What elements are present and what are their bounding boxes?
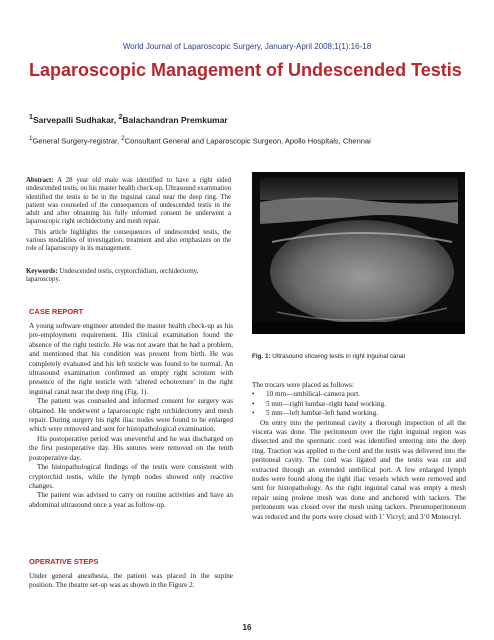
abstract-text: A 28 year old male was identified to have a right sided undescended testis, on his master health check-up. Ultrasound examination identified the testis to be in the inguinal canal near the deep ring. The patient was counseled of the consequences of undescended testis in the adult and after obtaining his fully informed consent he underwent a laparoscopic right orchidectomy and mesh repair. bbox=[26, 177, 231, 226]
journal-header: World Journal of Laparoscopic Surgery, January-April 2008;1(1):16-18 bbox=[122, 42, 372, 51]
keywords bbox=[26, 268, 231, 285]
case-report-body bbox=[29, 322, 233, 510]
case-report-p3: His postoperative period was uneventful and he was discharged on the first postoperative day. His sutures were removed on the tenth postoperative day. bbox=[29, 434, 233, 462]
affil2-sup: 2 bbox=[121, 135, 125, 142]
trocar-item: • 10 mm—umbilical–camera port. bbox=[252, 390, 466, 399]
operative-description: On entry into the peritoneal cavity a thorough inspection of all the viscera was done. The peritoneum over the right inguinal region was dissected and the spermatic cord was identified entering into the deep ring. Traction was applied to the cord and the testis was delivered into the peritoneal cavity. The cord was ligated and the testis was cut and extracted through an extended umbilical port. A few enlarged lymph nodes were found along the right iliac vessels which were removed and sent for histopathology. As the right inguinal canal was empty a mesh repair using prolene mesh was done and anchored with tackers. The peritoneum was closed over the mesh using tackers. Pneumoperitoneum was reduced and the ports were closed with 1’ Vicryl; and 3’0 Monocryl. bbox=[252, 418, 466, 521]
case-report-p5: The patient was advised to carry on routine activities and have an abdominal ultrasound once a year as follow-up. bbox=[29, 491, 233, 509]
case-report-p4: The histopathological findings of the testis were consistent with cryptorchid testis, while the lymph nodes showed only reactive changes. bbox=[29, 463, 233, 490]
operative-steps-p1: Under general anesthesia, the patient was placed in the supine position. The theatre set-up was as shown in the Figure 2. bbox=[29, 572, 233, 590]
keywords-label: Keywords: bbox=[26, 268, 58, 275]
trocar-list bbox=[252, 390, 466, 418]
abstract-paragraph-2: This article highlights the consequences of undescended testis, the various modalities of investigation, treatment and also emphasizes on the role of laparoscopy in its management. bbox=[26, 228, 231, 253]
affil1-sup: 1 bbox=[29, 135, 33, 142]
operative-steps-body bbox=[29, 572, 233, 591]
page-number: 16 bbox=[242, 623, 252, 632]
author2-sup: 2 bbox=[118, 113, 123, 121]
author2-name: Balachandran Premkumar bbox=[122, 114, 228, 125]
abstract-label: Abstract: bbox=[26, 177, 54, 184]
author1-sup: 1 bbox=[29, 113, 33, 121]
ultrasound-image bbox=[252, 172, 465, 334]
ultrasound-graphic bbox=[252, 172, 465, 334]
affil1-text: General Surgery-registrar, bbox=[32, 136, 122, 146]
case-report-heading: CASE REPORT bbox=[29, 307, 84, 316]
trocar-intro: The trocars were placed as follows: bbox=[252, 381, 354, 389]
case-report-p1: A young software engineer attended the master health check-up as his pre-employment requirement. His clinical examination found the absence of the right testicle. He was not aware that he had a problem, and mentioned that his condition was present from birth. He was completely evaluated and his left testicle was found to be normal. An ultrasound examination confirmed an empty right scrotum with presence of the right testicle with ‘altered echotexture’ in the right inguinal canal near the deep ring (Fig. 1). bbox=[29, 322, 233, 396]
authors bbox=[29, 113, 228, 125]
figure-caption-label: Fig. 1: bbox=[252, 353, 271, 360]
case-report-p2: The patient was counseled and informed consent for surgery was obtained. He underwent a laparoscopic right orchidectomy and mesh repair. During surgery his right iliac nodes were found to be enlarged which were removed and sent for histopathological examination. bbox=[29, 397, 233, 434]
affil2-text: Consultant General and Laparoscopic Surgeon, Apollo Hospitals, Chennai bbox=[124, 136, 371, 146]
author1-name: Sarvepalli Sudhakar, bbox=[32, 114, 119, 125]
abstract-paragraph bbox=[26, 177, 231, 227]
figure-caption bbox=[252, 353, 405, 360]
article-title: Laparoscopic Management of Undescended Testis bbox=[29, 60, 462, 80]
trocar-item: • 5 mm—right lumbar–right hand working. bbox=[252, 400, 466, 409]
keywords-text: Undescended testis, cryptorchidism, orchidectomy, laparoscopy. bbox=[26, 268, 199, 284]
affiliation bbox=[29, 135, 474, 146]
trocar-item: • 5 mm—left lumbar–left hand working. bbox=[252, 409, 466, 418]
figure-caption-text: Ultrasound showing testis in right inguinal canal bbox=[270, 353, 405, 360]
operative-steps-heading: OPERATIVE STEPS bbox=[29, 557, 99, 566]
right-column-body bbox=[252, 381, 466, 522]
